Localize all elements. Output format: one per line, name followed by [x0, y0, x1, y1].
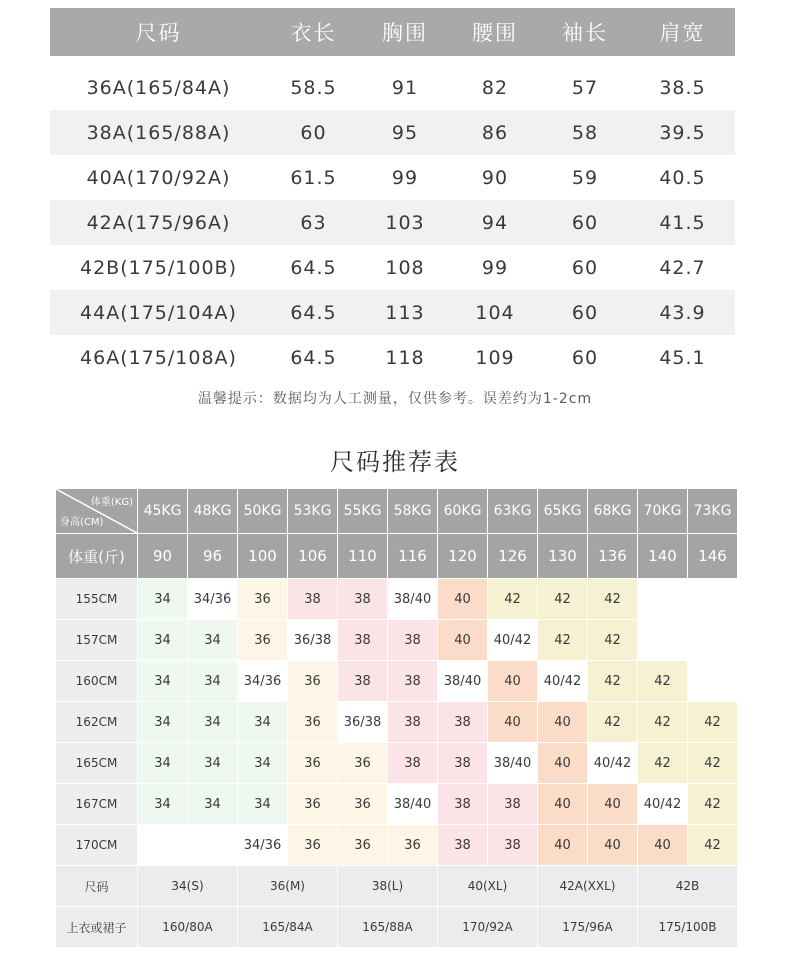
recommend-size-cell: 34	[188, 743, 238, 784]
measurement-note: 温馨提示：数据均为人工测量，仅供参考。误差约为1-2cm	[197, 391, 593, 407]
corner-cell	[56, 489, 138, 534]
size-cell: 38A(165/88A)	[50, 110, 267, 155]
recommend-size-cell: 36/38	[288, 620, 338, 661]
weight-jin-row	[56, 534, 738, 579]
recommend-size-cell: 34/36	[238, 661, 288, 702]
top-size-cell: 175/96A	[538, 907, 638, 948]
size-table-row	[50, 200, 735, 245]
measurement-cell: 86	[450, 110, 540, 155]
measurement-cell: 59	[571, 166, 599, 189]
recommend-size-cell: 34	[188, 661, 238, 702]
recommend-size-cell	[638, 579, 688, 620]
weight-jin-cell: 110	[338, 534, 388, 579]
recommend-size-cell: 40/42	[638, 784, 688, 825]
measurement-cell: 118	[385, 346, 425, 369]
recommend-size-cell: 42	[688, 825, 738, 866]
corner-weight-label: 体重(KG)	[90, 497, 133, 508]
recommend-size-cell: 42	[638, 702, 688, 743]
measurement-cell: 60	[571, 256, 599, 279]
size-cell: 46A(175/108A)	[80, 346, 237, 369]
weight-kg-cell: 65KG	[538, 489, 588, 534]
recommend-size-cell: 34	[138, 579, 188, 620]
top-size-row	[56, 907, 738, 948]
weight-jin-cell: 96	[188, 534, 238, 579]
measurement-cell: 41.5	[630, 200, 735, 245]
measurement-cell: 99	[481, 256, 509, 279]
recommend-size-cell: 40	[488, 702, 538, 743]
size-row	[56, 866, 738, 907]
height-row	[56, 579, 738, 620]
recommend-size-cell: 40	[588, 784, 638, 825]
recommend-size-cell: 38	[338, 661, 388, 702]
measurement-cell: 91	[391, 76, 419, 99]
size-cell: 40A(170/92A)	[86, 166, 231, 189]
weight-kg-cell: 68KG	[588, 489, 638, 534]
recommend-size-cell: 40/42	[588, 743, 638, 784]
weight-jin-cell: 106	[288, 534, 338, 579]
weight-kg-cell: 50KG	[238, 489, 288, 534]
recommend-size-cell: 40	[488, 661, 538, 702]
recommend-size-cell: 38	[388, 661, 438, 702]
header-shoulder: 肩宽	[630, 8, 735, 56]
weight-jin-cell: 120	[438, 534, 488, 579]
recommend-size-cell: 34/36	[238, 825, 288, 866]
size-label-cell: 34(S)	[138, 866, 238, 907]
weight-kg-cell: 45KG	[138, 489, 188, 534]
recommend-size-cell: 34	[188, 702, 238, 743]
size-table-body	[50, 56, 735, 380]
recommend-size-cell	[138, 825, 188, 866]
weight-jin-cell: 116	[388, 534, 438, 579]
header-size: 尺码	[50, 8, 267, 56]
top-size-cell: 170/92A	[438, 907, 538, 948]
size-recommend-table	[55, 488, 738, 948]
measurement-cell: 58	[540, 110, 630, 155]
recommend-size-cell: 38	[438, 784, 488, 825]
size-table-row	[50, 110, 735, 155]
recommend-size-cell: 36	[288, 702, 338, 743]
recommend-size-cell: 40	[538, 784, 588, 825]
height-label: 157CM	[56, 620, 138, 661]
height-row	[56, 702, 738, 743]
measurement-cell: 57	[571, 76, 599, 99]
recommend-size-cell: 40	[588, 825, 638, 866]
recommend-size-cell: 36	[238, 579, 288, 620]
height-label: 155CM	[56, 579, 138, 620]
recommend-size-cell	[188, 825, 238, 866]
recommend-size-cell: 40	[438, 579, 488, 620]
recommend-size-cell: 34	[238, 702, 288, 743]
recommend-size-cell: 42	[588, 702, 638, 743]
measurement-cell: 94	[450, 200, 540, 245]
recommend-size-cell: 40	[538, 702, 588, 743]
weight-kg-cell: 63KG	[488, 489, 538, 534]
measurement-cell: 39.5	[630, 110, 735, 155]
recommend-size-cell: 38	[388, 620, 438, 661]
recommend-size-cell	[638, 620, 688, 661]
recommend-size-cell: 40	[638, 825, 688, 866]
height-row	[56, 743, 738, 784]
measurement-cell: 104	[450, 290, 540, 335]
recommend-size-cell: 38/40	[388, 579, 438, 620]
measurement-cell: 43.9	[630, 290, 735, 335]
recommend-size-cell: 38	[338, 620, 388, 661]
height-label: 167CM	[56, 784, 138, 825]
weight-kg-cell: 60KG	[438, 489, 488, 534]
weight-jin-cell: 136	[588, 534, 638, 579]
size-label-cell: 38(L)	[338, 866, 438, 907]
measurement-cell: 64.5	[290, 346, 337, 369]
recommend-size-cell: 38	[488, 784, 538, 825]
size-row-label: 尺码	[56, 866, 138, 907]
recommend-size-cell: 36	[288, 784, 338, 825]
weight-jin-cell: 146	[688, 534, 738, 579]
recommend-size-cell: 38/40	[388, 784, 438, 825]
recommend-size-cell: 42	[688, 784, 738, 825]
recommend-size-cell: 38	[388, 743, 438, 784]
size-cell: 36A(165/84A)	[86, 76, 231, 99]
recommend-size-cell: 42	[488, 579, 538, 620]
recommend-size-cell: 40	[538, 743, 588, 784]
size-label-cell: 42B	[638, 866, 738, 907]
measurement-cell: 38.5	[659, 76, 706, 99]
recommend-size-cell: 42	[588, 620, 638, 661]
measurement-cell: 90	[481, 166, 509, 189]
recommend-size-cell: 42	[688, 702, 738, 743]
height-row	[56, 825, 738, 866]
weight-jin-cell: 140	[638, 534, 688, 579]
top-size-cell: 160/80A	[138, 907, 238, 948]
height-label: 170CM	[56, 825, 138, 866]
recommend-size-cell: 42	[688, 743, 738, 784]
recommend-size-cell: 34	[238, 784, 288, 825]
recommend-size-cell: 40/42	[538, 661, 588, 702]
recommend-size-cell	[688, 620, 738, 661]
recommend-size-cell: 36/38	[338, 702, 388, 743]
recommend-size-cell: 42	[588, 579, 638, 620]
height-label: 165CM	[56, 743, 138, 784]
height-row	[56, 620, 738, 661]
measurement-cell: 60	[540, 200, 630, 245]
measurement-cell: 64.5	[290, 256, 337, 279]
measurement-cell: 60	[571, 346, 599, 369]
recommend-size-cell: 34	[138, 743, 188, 784]
size-cell: 42A(175/96A)	[50, 200, 267, 245]
weight-jin-cell: 130	[538, 534, 588, 579]
recommend-size-cell: 40	[538, 825, 588, 866]
height-label: 160CM	[56, 661, 138, 702]
measurement-cell: 63	[267, 200, 360, 245]
recommend-size-cell: 40	[438, 620, 488, 661]
recommend-size-cell: 36	[338, 825, 388, 866]
size-table-row	[50, 155, 735, 200]
top-row-label: 上衣或裙子	[56, 907, 138, 948]
weight-jin-label: 体重(斤)	[56, 534, 138, 579]
recommend-size-cell: 34	[138, 784, 188, 825]
size-table-row	[50, 65, 735, 110]
corner-height-label: 身高(CM)	[60, 517, 104, 528]
size-label-cell: 40(XL)	[438, 866, 538, 907]
recommend-size-cell: 38/40	[488, 743, 538, 784]
header-length: 衣长	[267, 8, 360, 56]
recommend-size-cell: 36	[388, 825, 438, 866]
weight-jin-cell: 126	[488, 534, 538, 579]
measurement-cell: 99	[391, 166, 419, 189]
size-measurement-table	[50, 8, 735, 380]
measurement-cell: 95	[360, 110, 450, 155]
weight-kg-row	[56, 489, 738, 534]
recommend-size-cell: 38	[338, 579, 388, 620]
recommend-size-cell	[688, 661, 738, 702]
recommend-size-cell: 38	[438, 743, 488, 784]
size-table-row	[50, 335, 735, 380]
height-label: 162CM	[56, 702, 138, 743]
height-row	[56, 661, 738, 702]
header-sleeve: 袖长	[540, 8, 630, 56]
recommend-size-cell: 38	[388, 702, 438, 743]
top-size-cell: 175/100B	[638, 907, 738, 948]
measurement-cell: 40.5	[659, 166, 706, 189]
weight-jin-cell: 100	[238, 534, 288, 579]
header-chest: 胸围	[360, 8, 450, 56]
measurement-cell: 103	[360, 200, 450, 245]
recommend-size-cell: 36	[338, 784, 388, 825]
recommend-size-cell: 42	[638, 661, 688, 702]
measurement-cell: 82	[481, 76, 509, 99]
measurement-cell: 61.5	[290, 166, 337, 189]
measurement-cell: 64.5	[267, 290, 360, 335]
recommend-size-cell: 42	[538, 620, 588, 661]
weight-kg-cell: 73KG	[688, 489, 738, 534]
measurement-cell: 113	[360, 290, 450, 335]
recommend-size-cell: 42	[588, 661, 638, 702]
recommend-size-cell: 34	[188, 784, 238, 825]
size-label-cell: 36(M)	[238, 866, 338, 907]
top-size-cell: 165/84A	[238, 907, 338, 948]
size-label-cell: 42A(XXL)	[538, 866, 638, 907]
measurement-cell: 60	[267, 110, 360, 155]
weight-kg-cell: 70KG	[638, 489, 688, 534]
size-cell: 42B(175/100B)	[79, 256, 237, 279]
recommend-size-cell: 36	[338, 743, 388, 784]
recommend-size-cell: 36	[288, 743, 338, 784]
recommend-title: 尺码推荐表	[330, 448, 460, 476]
measurement-cell: 60	[540, 290, 630, 335]
recommend-body	[56, 579, 738, 866]
recommend-size-cell: 38	[488, 825, 538, 866]
recommend-size-cell: 38/40	[438, 661, 488, 702]
recommend-size-cell: 38	[438, 825, 488, 866]
weight-kg-cell: 58KG	[388, 489, 438, 534]
measurement-cell: 108	[385, 256, 425, 279]
recommend-size-cell: 34	[138, 661, 188, 702]
measurement-cell: 42.7	[659, 256, 706, 279]
size-table-row	[50, 245, 735, 290]
top-size-cell: 165/88A	[338, 907, 438, 948]
weight-jin-cell: 90	[138, 534, 188, 579]
weight-kg-cell: 53KG	[288, 489, 338, 534]
measurement-cell: 109	[475, 346, 515, 369]
measurement-cell: 58.5	[290, 76, 337, 99]
measurement-cell: 45.1	[659, 346, 706, 369]
recommend-size-cell: 34	[238, 743, 288, 784]
weight-kg-cell: 48KG	[188, 489, 238, 534]
recommend-size-cell: 42	[638, 743, 688, 784]
recommend-size-cell: 38	[438, 702, 488, 743]
recommend-size-cell: 34/36	[188, 579, 238, 620]
recommend-size-cell: 34	[138, 702, 188, 743]
size-table-header-row	[50, 8, 735, 56]
recommend-size-cell: 36	[238, 620, 288, 661]
size-table-row	[50, 290, 735, 335]
header-waist: 腰围	[450, 8, 540, 56]
height-row	[56, 784, 738, 825]
recommend-size-cell: 42	[538, 579, 588, 620]
size-cell: 44A(175/104A)	[50, 290, 267, 335]
recommend-size-cell: 36	[288, 825, 338, 866]
recommend-size-cell: 34	[138, 620, 188, 661]
recommend-size-cell: 40/42	[488, 620, 538, 661]
weight-kg-cell: 55KG	[338, 489, 388, 534]
recommend-size-cell: 38	[288, 579, 338, 620]
recommend-size-cell: 34	[188, 620, 238, 661]
recommend-size-cell	[688, 579, 738, 620]
recommend-size-cell: 36	[288, 661, 338, 702]
